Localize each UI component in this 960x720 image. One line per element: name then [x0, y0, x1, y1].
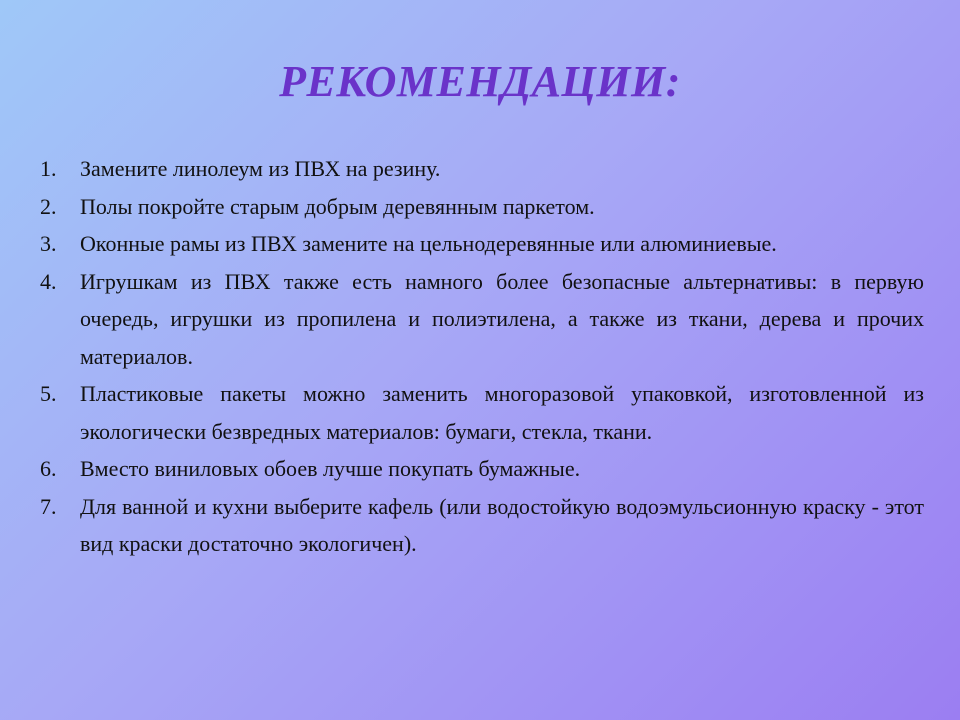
- list-item: [40, 225, 924, 263]
- list-item-number: 1.: [40, 156, 57, 181]
- list-item-text: Вместо виниловых обоев лучше покупать бумажные.: [80, 456, 581, 481]
- list-item: [40, 263, 924, 376]
- list-item-text: Игрушкам из ПВХ также есть намного более безопасные альтернативы: в первую очередь, игрушки из пропилена и полиэтилена, а также из ткани, дерева и прочих материалов.: [80, 268, 924, 369]
- list-item-text: Пластиковые пакеты можно заменить многоразовой упаковкой, изготовленной из экологически безвредных материалов: бумаги, стекла, ткани.: [80, 381, 924, 444]
- recommendations-list: [40, 150, 924, 563]
- slide-title: РЕКОМЕНДАЦИИ:: [279, 57, 681, 106]
- list-item-number: 6.: [40, 456, 57, 481]
- list-item-text: Оконные рамы из ПВХ замените на цельнодеревянные или алюминиевые.: [80, 231, 777, 256]
- list-item-number: 7.: [40, 493, 57, 519]
- list-item-text: Для ванной и кухни выберите кафель (или водостойкую водоэмульсионную краску - этот вид краски достаточно экологичен).: [80, 493, 924, 556]
- list-item-number: 5.: [40, 381, 57, 406]
- list-item: [40, 450, 924, 488]
- list-item-number: 4.: [40, 268, 57, 294]
- list-item-text: Полы покройте старым добрым деревянным паркетом.: [80, 193, 595, 219]
- list-item-text: Замените линолеум из ПВХ на резину.: [80, 156, 441, 181]
- list-item: [40, 488, 924, 563]
- list-item: [40, 375, 924, 450]
- list-item: [40, 150, 924, 188]
- list-item-number: 3.: [40, 231, 57, 256]
- list-item: [40, 188, 924, 226]
- list-item-number: 2.: [40, 193, 57, 219]
